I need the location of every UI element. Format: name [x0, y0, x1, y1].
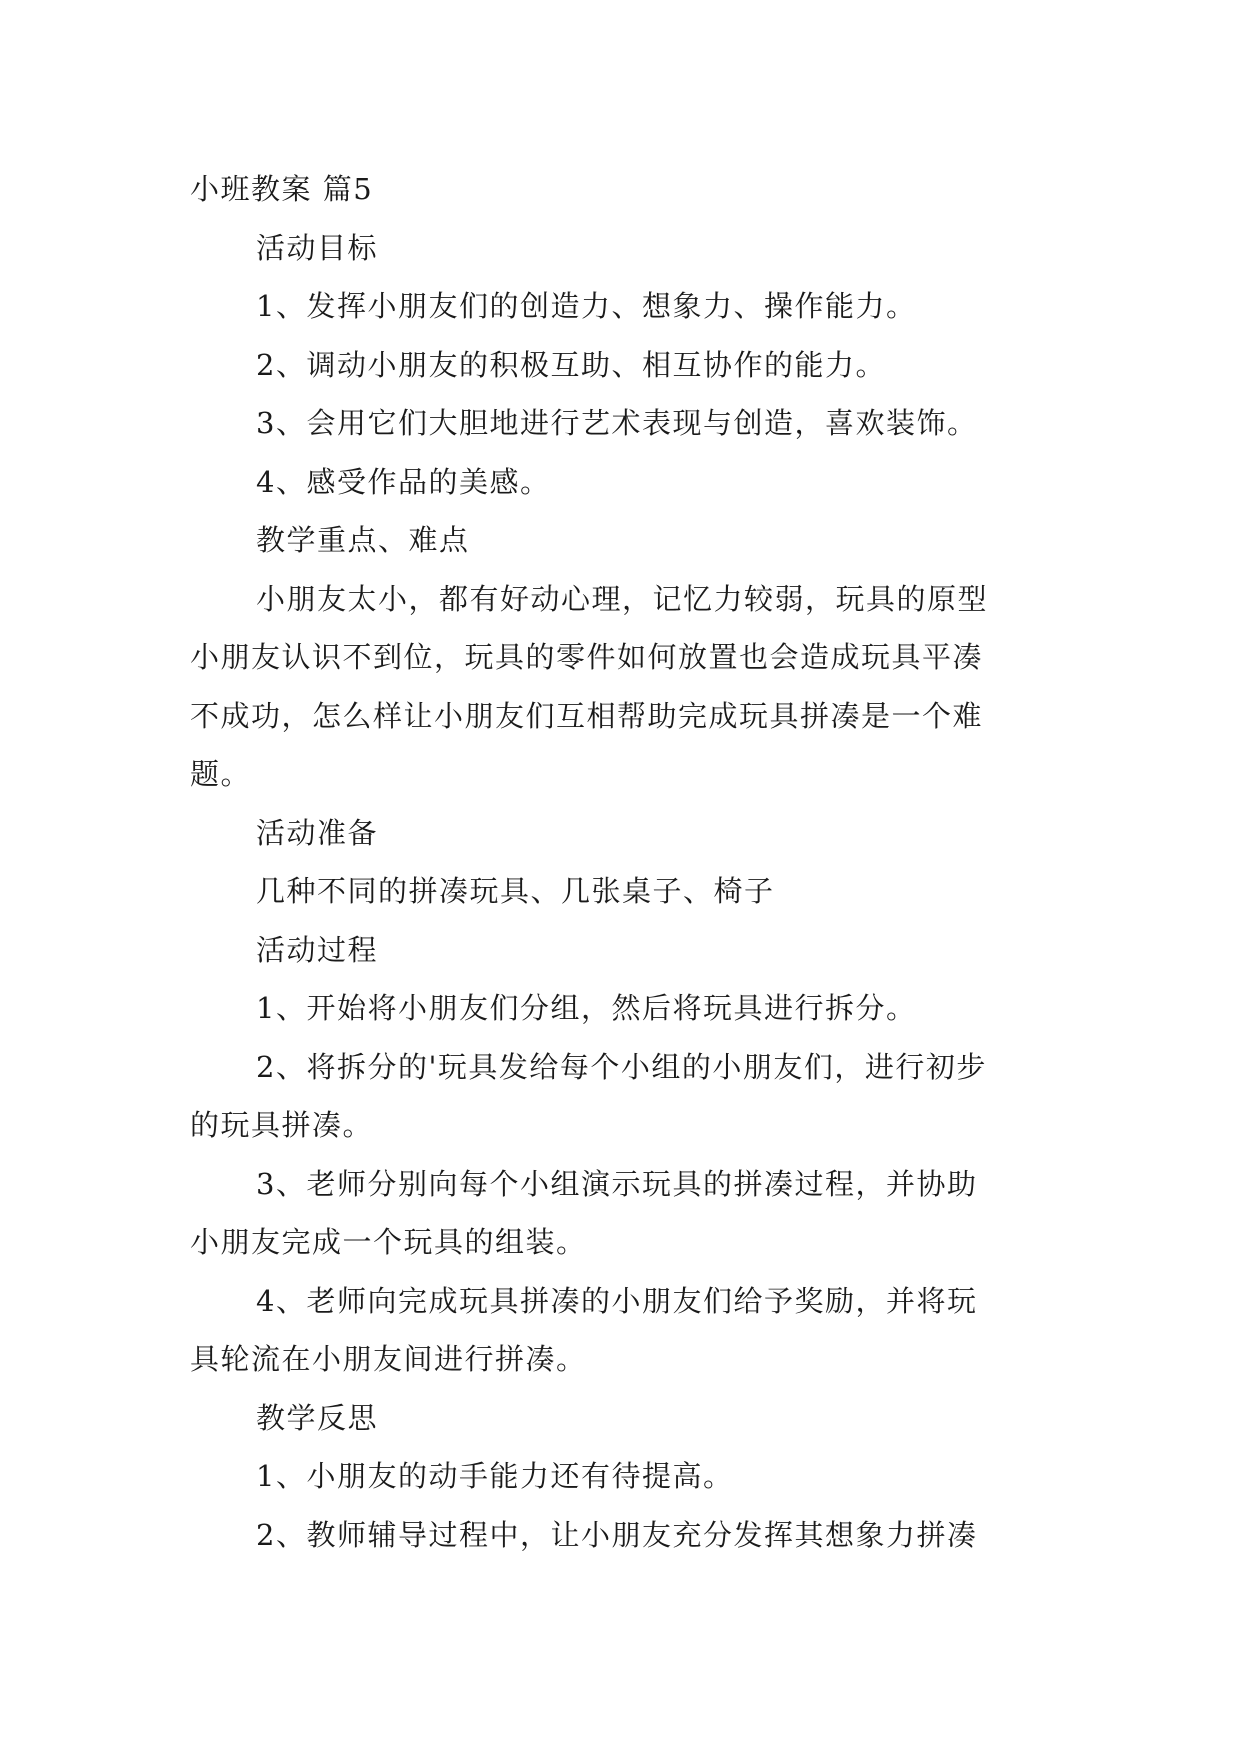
text-line: 3、老师分别向每个小组演示玩具的拼凑过程，并协助 [256, 1166, 978, 1201]
document-body [190, 160, 1060, 1564]
text-line: 1、小朋友的动手能力还有待提高。 [256, 1459, 734, 1493]
text-line: 小朋友认识不到位，玩具的零件如何放置也会造成玩具平凑 [190, 640, 984, 674]
text-line: 几种不同的拼凑玩具、几张桌子、椅子 [256, 874, 775, 908]
text-line: 具轮流在小朋友间进行拼凑。 [190, 1342, 587, 1376]
text-line: 4、老师向完成玩具拼凑的小朋友们给予奖励，并将玩 [256, 1283, 978, 1318]
text-line: 题。 [190, 757, 252, 791]
text-line: 小朋友完成一个玩具的组装。 [190, 1225, 587, 1259]
text-line: 教学重点、难点 [256, 523, 470, 557]
text-line: 活动目标 [256, 230, 379, 265]
text-line: 的玩具拼凑。 [190, 1108, 374, 1142]
text-line: 2、调动小朋友的积极互助、相互协作的能力。 [256, 347, 886, 382]
text-line: 3、会用它们大胆地进行艺术表现与创造，喜欢装饰。 [256, 406, 978, 440]
text-line: 小朋友太小，都有好动心理，记忆力较弱，玩具的原型 [256, 581, 989, 616]
text-line: 教学反思 [256, 1400, 379, 1435]
document-text [190, 219, 1060, 1565]
text-line: 活动过程 [256, 932, 379, 967]
document-title: 小班教案 篇5 [190, 172, 374, 206]
text-line: 活动准备 [256, 815, 379, 850]
text-line: 不成功，怎么样让小朋友们互相帮助完成玩具拼凑是一个难 [190, 698, 984, 733]
text-line: 4、感受作品的美感。 [256, 464, 551, 499]
text-line: 1、开始将小朋友们分组，然后将玩具进行拆分。 [256, 991, 917, 1025]
text-line: 2、将拆分的'玩具发给每个小组的小朋友们，进行初步 [256, 1049, 987, 1084]
text-line: 2、教师辅导过程中，让小朋友充分发挥其想象力拼凑 [256, 1517, 978, 1552]
text-line: 1、发挥小朋友们的创造力、想象力、操作能力。 [256, 289, 917, 323]
